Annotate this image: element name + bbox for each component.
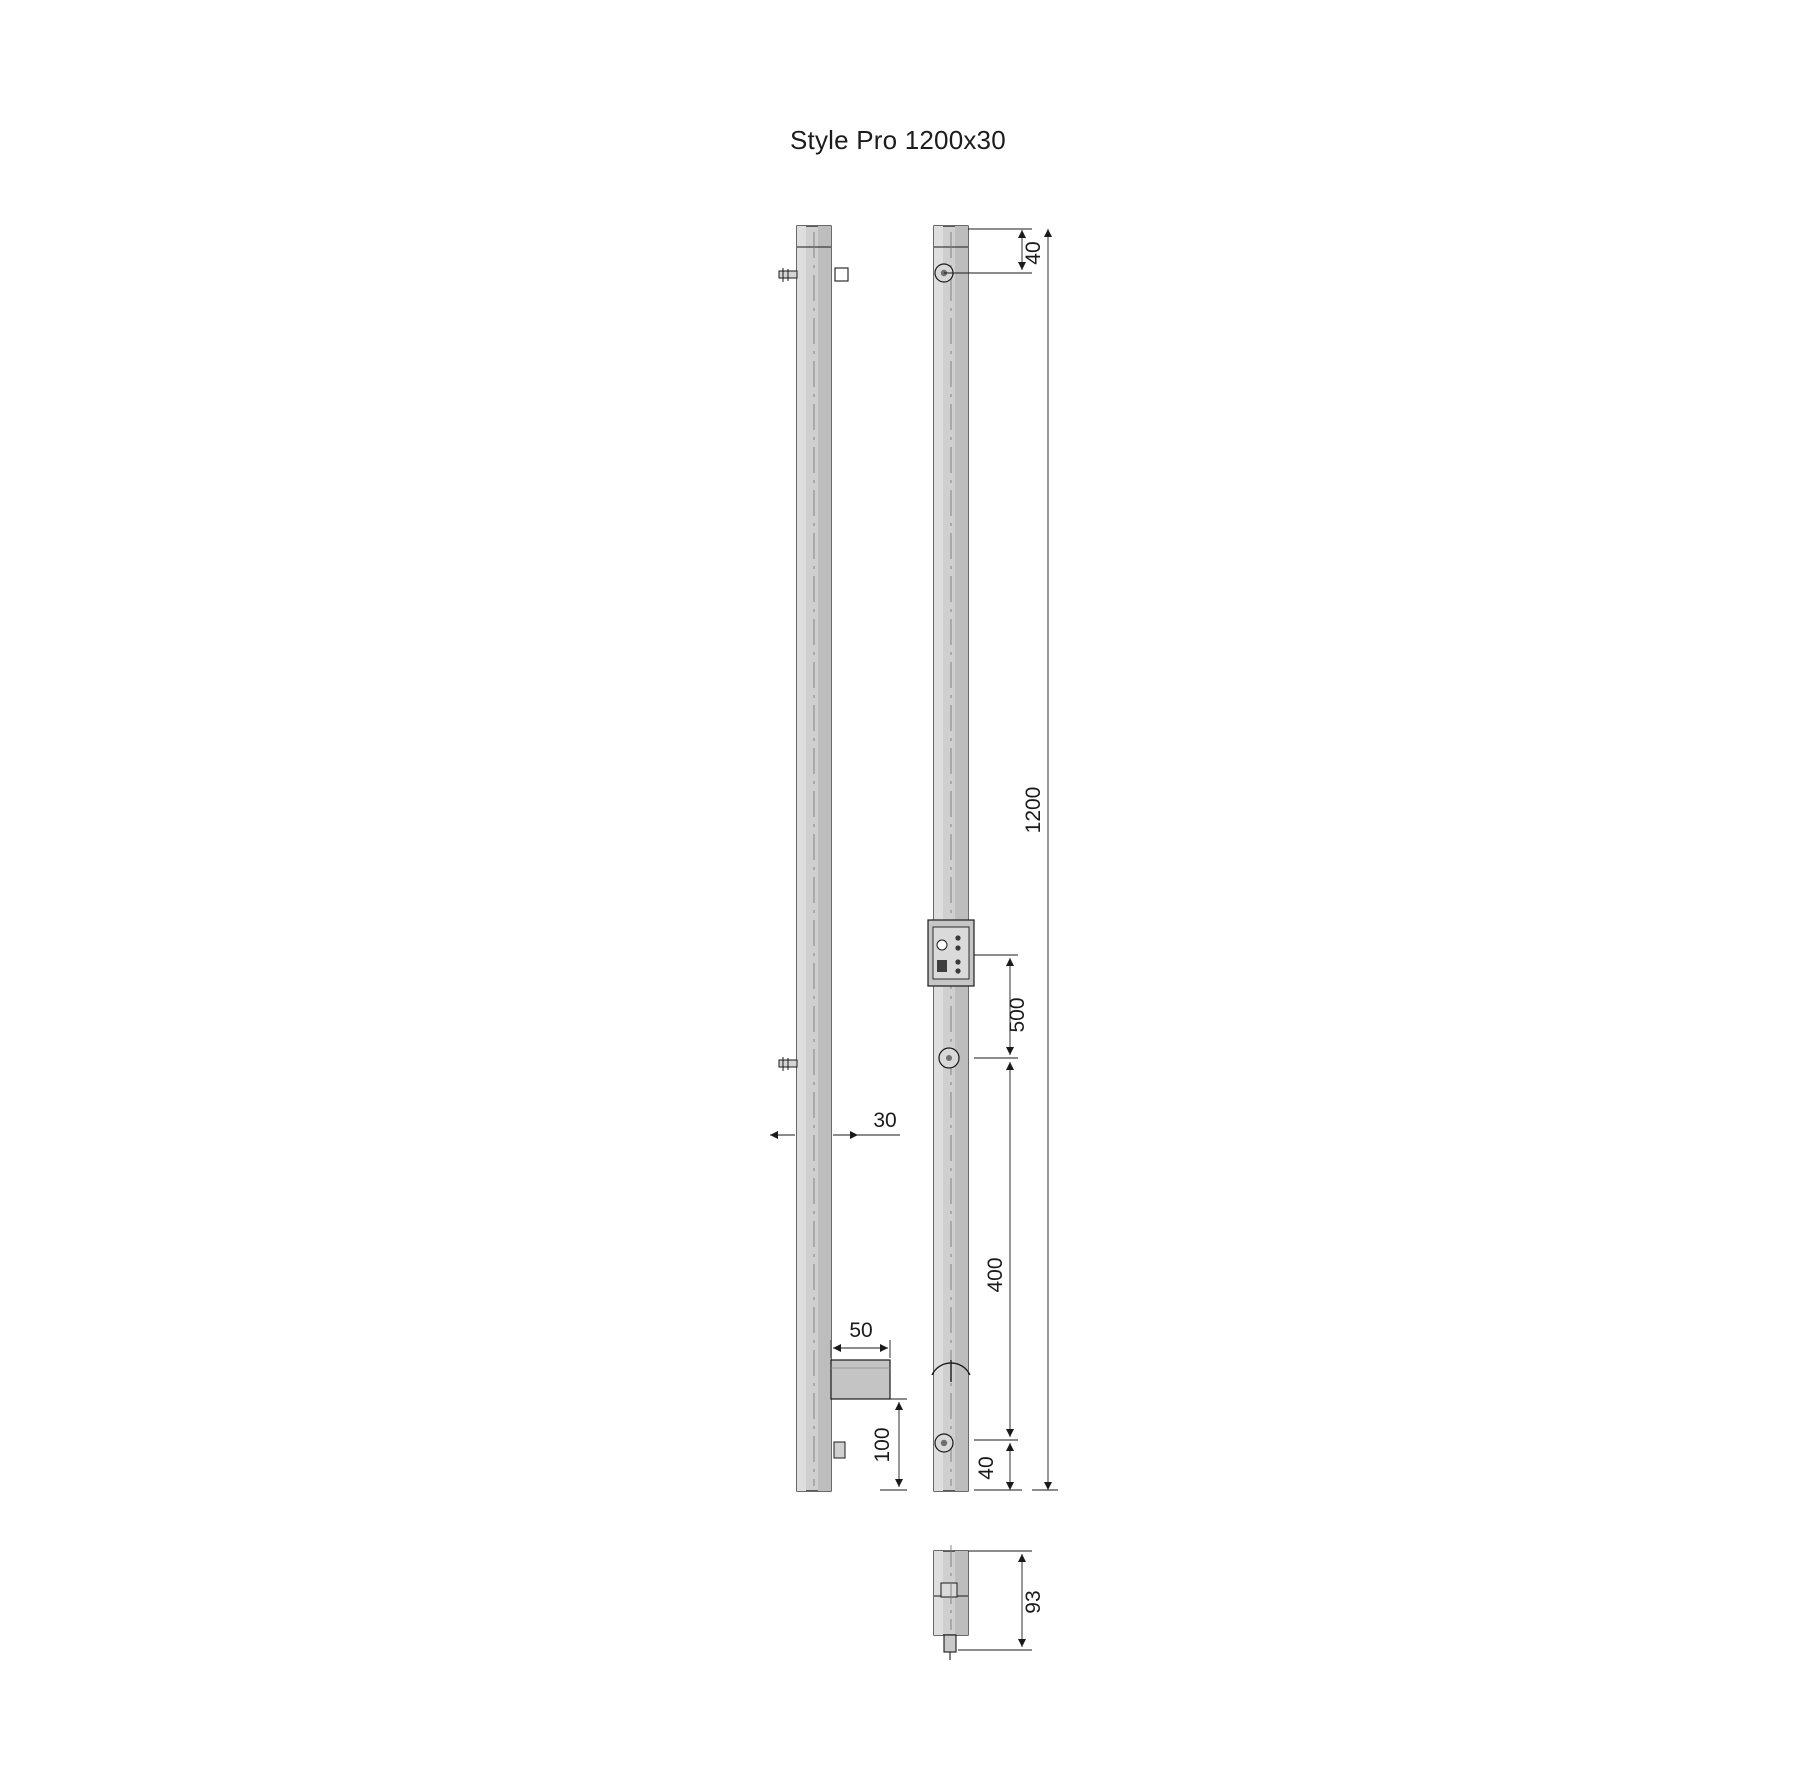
dim-bottom-offset-label: 40 [975, 1456, 998, 1480]
top-screw-side [779, 268, 797, 282]
dim-mid-lower-label: 400 [984, 1257, 1007, 1293]
bottom-bracket-side [831, 1360, 890, 1399]
front-view-highlight-band [934, 226, 943, 1491]
dim-mid-upper [974, 955, 1029, 1058]
side-view-shadow-band [818, 226, 831, 1491]
dim-bottom-offset [974, 1443, 1022, 1490]
bottom-port-side [834, 1442, 845, 1458]
dim-top-offset-label: 40 [1022, 241, 1045, 265]
dim-mid-lower [974, 1062, 1018, 1440]
dim-bracket-height-label: 100 [871, 1427, 894, 1463]
dim-detail-height [958, 1551, 1045, 1650]
dim-width [770, 1109, 900, 1135]
dim-bracket-height [871, 1399, 907, 1490]
mid-screw-side [779, 1057, 797, 1071]
side-view-highlight-band [797, 226, 806, 1491]
page-title: Style Pro 1200x30 [790, 125, 1006, 155]
detail-connector [944, 1635, 956, 1660]
bottom-detail-view [934, 1545, 1045, 1660]
side-view [779, 226, 890, 1491]
dim-mid-upper-label: 500 [1006, 997, 1029, 1033]
dim-bracket-depth [831, 1319, 890, 1358]
front-view-shadow-band [955, 226, 968, 1491]
dim-bracket-depth-label: 50 [849, 1319, 873, 1342]
dim-overall-length-label: 1200 [1022, 786, 1045, 834]
detail-socket [941, 1583, 957, 1597]
mid-mount-hole-front [939, 1048, 959, 1068]
dim-width-label: 30 [873, 1109, 897, 1132]
top-port-side [835, 268, 848, 281]
dim-overall-length [1022, 229, 1058, 1490]
front-view [928, 226, 974, 1491]
bottom-mount-hole-front [935, 1434, 953, 1452]
control-module-front [928, 920, 974, 986]
dim-detail-height-label: 93 [1022, 1590, 1045, 1614]
